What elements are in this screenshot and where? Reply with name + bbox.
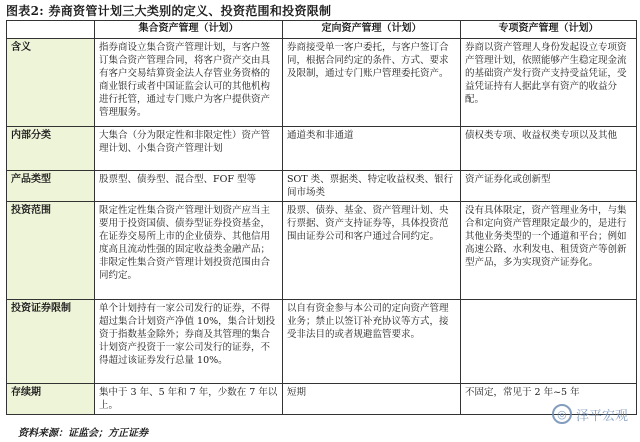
table-cell: 单个计划持有一家公司发行的证券，不得超过集合计划资产净值 10%，集合计划投资于指数基金除外；券商及其管理的集合计划资产投资于一家公司发行的证券，不得超过该证券发行总量 10%。 [95,300,283,384]
column-header-collective: 集合资产管理（计划） [95,21,283,39]
watermark [552,404,628,424]
row-header: 存续期 [7,384,95,415]
table-row [7,202,637,300]
row-header: 含义 [7,39,95,127]
row-header: 内部分类 [7,127,95,171]
table-cell: 集中于 3 年、5 年和 7 年，少数在 7 年以上。 [95,384,283,415]
comparison-table [6,20,637,415]
table-cell: 短期 [283,384,461,415]
table-row [7,384,637,415]
table-cell [461,300,637,384]
row-header: 产品类型 [7,171,95,202]
table-cell: 没有具体限定，资产管理业务中，与集合和定向资产管理限定最少的，是进行其他业务类型的一个通道和平台；例如高速公路、水利发电、租赁资产等创新型产品，多为实现资产证券化。 [461,202,637,300]
source-note: 资料来源：证监会；方正证券 [18,428,148,439]
table-cell: 指券商设立集合资产管理计划，与客户签订集合资产管理合同，将客户资产交由具有客户交易结算资金法人存管业务资格的商业银行或者中国证监会认可的其他机构进行托管，通过专门账户为客户提供资产管理服务。 [95,39,283,127]
table-cell: 通道类和非通道 [283,127,461,171]
table-row [7,39,637,127]
table-cell: 不固定，常见于 2 年~5 年 [461,384,637,415]
table-cell: 股票、债券、基金、资产管理计划、央行票据、资产支持证券等，具体投资范围由证券公司和客户通过合同约定。 [283,202,461,300]
column-header-targeted: 定向资产管理（计划） [283,21,461,39]
table-row [7,171,637,202]
row-header: 投资证券限制 [7,300,95,384]
table-cell: 限定性定性集合资产管理计划资产应当主要用于投资国债、债券型证券投资基金，在证券交易所上市的企业债券、其他信用度高且流动性强的固定收益类金融产品；非限定性集合资产管理计划投资范围由合同约定。 [95,202,283,300]
table-cell: SOT 类、票据类、特定收益权类、银行间市场类 [283,171,461,202]
header-row [7,21,637,39]
corner-cell [7,21,95,39]
row-header: 投资范围 [7,202,95,300]
table-cell: 券商接受单一客户委托，与客户签订合同，根据合同约定的条件、方式、要求及限制，通过专门账户管理委托资产。 [283,39,461,127]
wechat-logo-icon: ◎ [552,404,572,424]
table-cell: 债权类专项、收益权类专项以及其他 [461,127,637,171]
table-cell: 资产证券化或创新型 [461,171,637,202]
column-header-special: 专项资产管理（计划） [461,21,637,39]
table-row [7,127,637,171]
table-title: 图表2: 券商资管计划三大类别的定义、投资范围和投资限制 [6,4,332,18]
watermark-text: 泽平宏观 [575,408,628,424]
table-cell: 股票型、债券型、混合型、FOF 型等 [95,171,283,202]
table-cell: 券商以资产管理人身份发起设立专项资产管理计划，依照能够产生稳定现金流的基础资产发行资产支持受益凭证，受益凭证持有人据此享有资产的收益分配。 [461,39,637,127]
table-row [7,300,637,384]
table-cell: 以自有资金参与本公司的定向资产管理业务；禁止以签订补充协议等方式，接受非法目的或者规避监管要求。 [283,300,461,384]
table-cell: 大集合（分为限定性和非限定性）资产管理计划、小集合资产管理计划 [95,127,283,171]
